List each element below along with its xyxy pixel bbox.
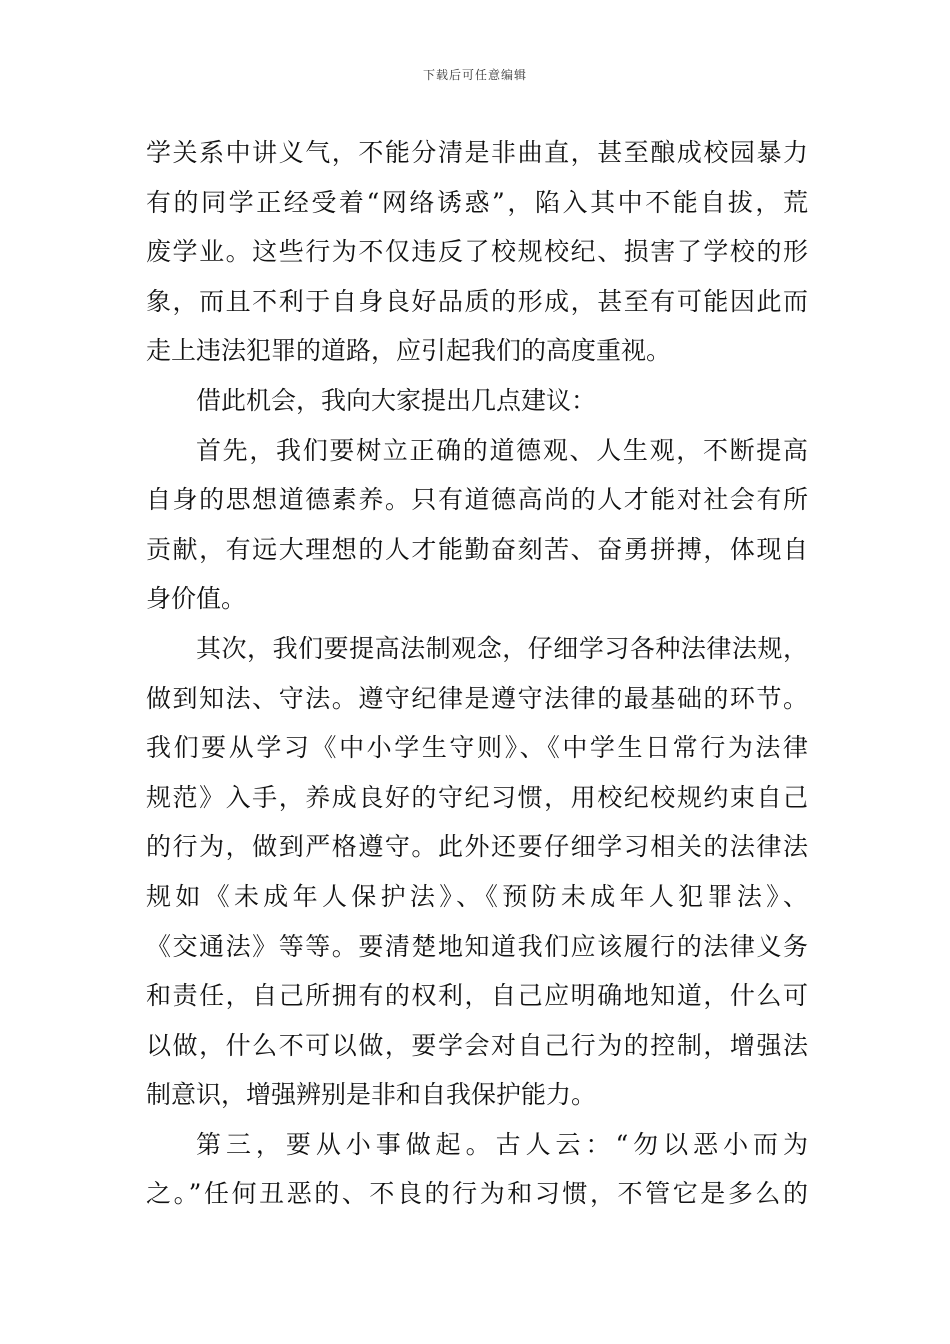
text-line: 学关系中讲义气，不能分清是非曲直，甚至酿成校园暴力 <box>146 138 808 167</box>
text-line: 《交通法》等等。要清楚地知道我们应该履行的法律义务 <box>146 931 808 961</box>
text-line: 其次，我们要提高法制观念，仔细学习各种法律法规， <box>196 633 808 663</box>
text-line: 规如《未成年人保护法》、《预防未成年人犯罪法》、 <box>146 881 808 911</box>
text-line: 制意识，增强辨别是非和自我保护能力。 <box>146 1080 597 1110</box>
text-line: 走上违法犯罪的道路，应引起我们的高度重视。 <box>146 336 672 366</box>
text-line: 首先，我们要树立正确的道德观、人生观，不断提高 <box>196 435 808 465</box>
text-line: 和责任，自己所拥有的权利，自己应明确地知道，什么可 <box>146 981 808 1011</box>
text-line: 以做，什么不可以做，要学会对自己行为的控制，增强法 <box>146 1030 808 1060</box>
text-line: 象，而且不利于自身良好品质的形成，甚至有可能因此而 <box>146 286 808 316</box>
text-line: 规范》入手，养成良好的守纪习惯，用校纪校规约束自己 <box>146 782 808 812</box>
text-line: 自身的思想道德素养。只有道德高尚的人才能对社会有所 <box>146 485 808 515</box>
text-line: 借此机会，我向大家提出几点建议： <box>196 385 597 415</box>
text-line: 的行为，做到严格遵守。此外还要仔细学习相关的法律法 <box>146 832 808 862</box>
page-header: 下载后可任意编辑 <box>422 68 527 82</box>
text-line: 贡献，有远大理想的人才能勤奋刻苦、奋勇拼搏，体现自 <box>146 534 808 564</box>
text-line: 第三，要从小事做起。古人云：“勿以恶小而为 <box>196 1129 808 1159</box>
text-line: 之。”任何丑恶的、不良的行为和习惯，不管它是多么的 <box>146 1179 808 1209</box>
text-line: 废学业。这些行为不仅违反了校规校纪、损害了学校的形 <box>146 237 808 267</box>
document-body <box>146 128 808 1219</box>
text-line: 做到知法、守法。遵守纪律是遵守法律的最基础的环节。 <box>146 683 808 713</box>
text-line: 有的同学正经受着“网络诱惑”，陷入其中不能自拔，荒 <box>146 187 808 217</box>
text-line: 我们要从学习《中小学生守则》、《中学生日常行为法律 <box>146 733 808 763</box>
text-line: 身价值。 <box>146 584 247 614</box>
